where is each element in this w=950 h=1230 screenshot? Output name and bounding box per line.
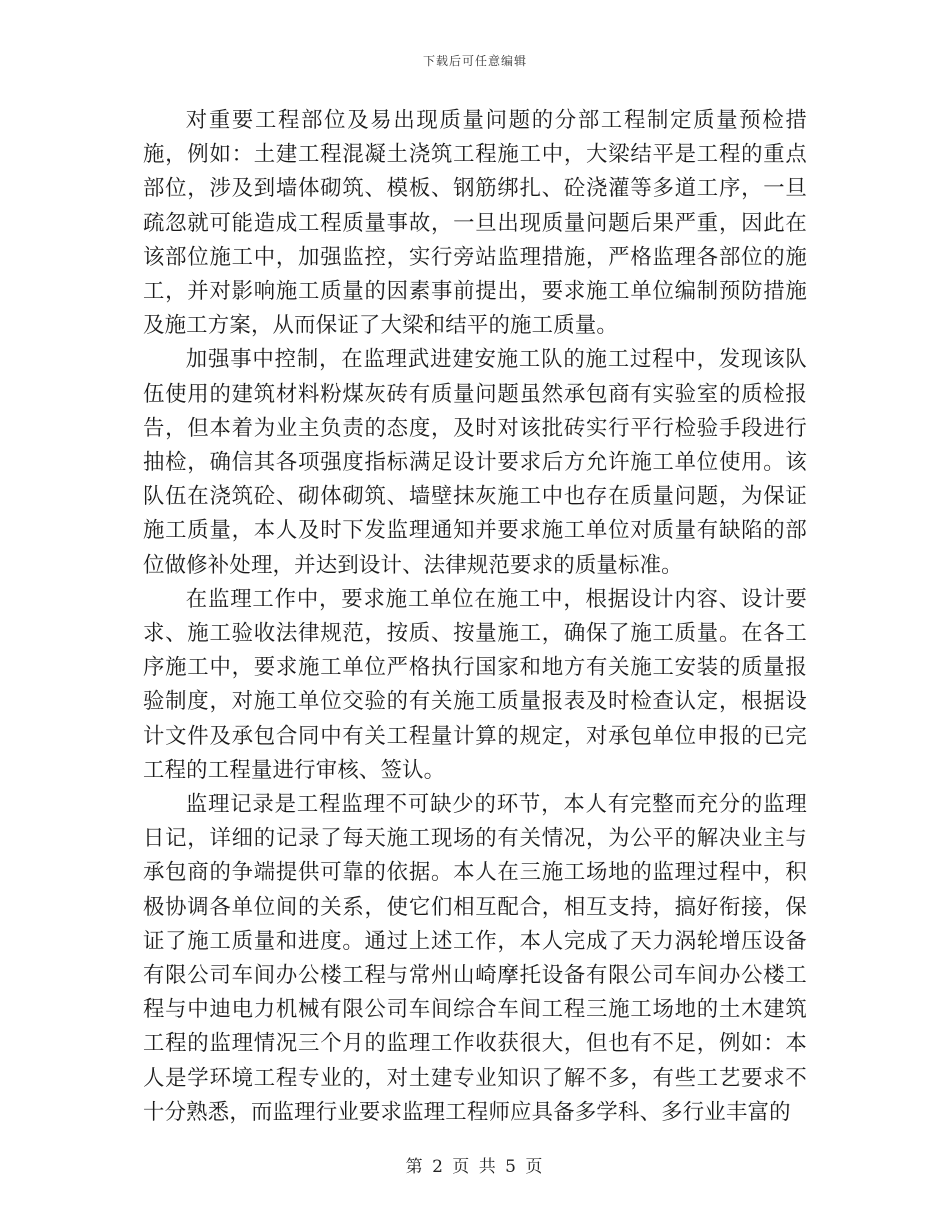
paragraph-quality-precheck: 对重要工程部位及易出现质量问题的分部工程制定质量预检措施，例如：土建工程混凝土浇筑工程施工中，大梁结平是工程的重点部位，涉及到墙体砌筑、模板、钢筋绑扎、砼浇灌等多道工序，一旦疏忽就可能造成工程质量事故，一旦出现质量问题后果严重，因此在该部位施工中，加强监控，实行旁站监理措施，严格监理各部位的施工，并对影响施工质量的因素事前提出，要求施工单位编制预防措施及施工方案，从而保证了大梁和结平的施工质量。 <box>143 108 807 339</box>
paragraph-supervision-records: 监理记录是工程监理不可缺少的环节，本人有完整而充分的监理日记，详细的记录了每天施工现场的有关情况，为公平的解决业主与承包商的争端提供可靠的依据。本人在三施工场地的监理过程中，积极协调各单位间的关系，使它们相互配合，相互支持，搞好衔接，保证了施工质量和进度。通过上述工作，本人完成了天力涡轮增压设备有限公司车间办公楼工程与常州山崎摩托设备有限公司车间办公楼工程与中迪电力机械有限公司车间综合车间工程三施工场地的土木建筑工程的监理情况三个月的监理工作收获很大，但也有不足，例如：本人是学环境工程专业的，对土建专业知识了解不多，有些工艺要求不十分熟悉，而监理行业要求监理工程师应具备多学科、多行业丰富的 <box>143 792 807 1125</box>
document-body <box>143 104 807 1130</box>
paragraph-in-process-control: 加强事中控制，在监理武进建安施工队的施工过程中，发现该队伍使用的建筑材料粉煤灰砖有质量问题虽然承包商有实验室的质检报告，但本着为业主负责的态度，及时对该批砖实行平行检验手段进行抽检，确信其各项强度指标满足设计要求后方允许施工单位使用。该队伍在浇筑砼、砌体砌筑、墙壁抹灰施工中也存在质量问题，为保证施工质量，本人及时下发监理通知并要求施工单位对质量有缺陷的部位做修补处理，并达到设计、法律规范要求的质量标准。 <box>143 347 807 578</box>
paragraph-supervision-work: 在监理工作中，要求施工单位在施工中，根据设计内容、设计要求、施工验收法律规范，按质、按量施工，确保了施工质量。在各工序施工中，要求施工单位严格执行国家和地方有关施工安装的质量报验制度，对施工单位交验的有关施工质量报表及时检查认定，根据设计文件及承包合同中有关工程量计算的规定，对承包单位申报的已完工程的工程量进行审核、签认。 <box>143 586 807 783</box>
page-number: 第 2 页 共 5 页 <box>405 1157 545 1177</box>
page-header: 下载后可任意编辑 <box>422 54 527 68</box>
